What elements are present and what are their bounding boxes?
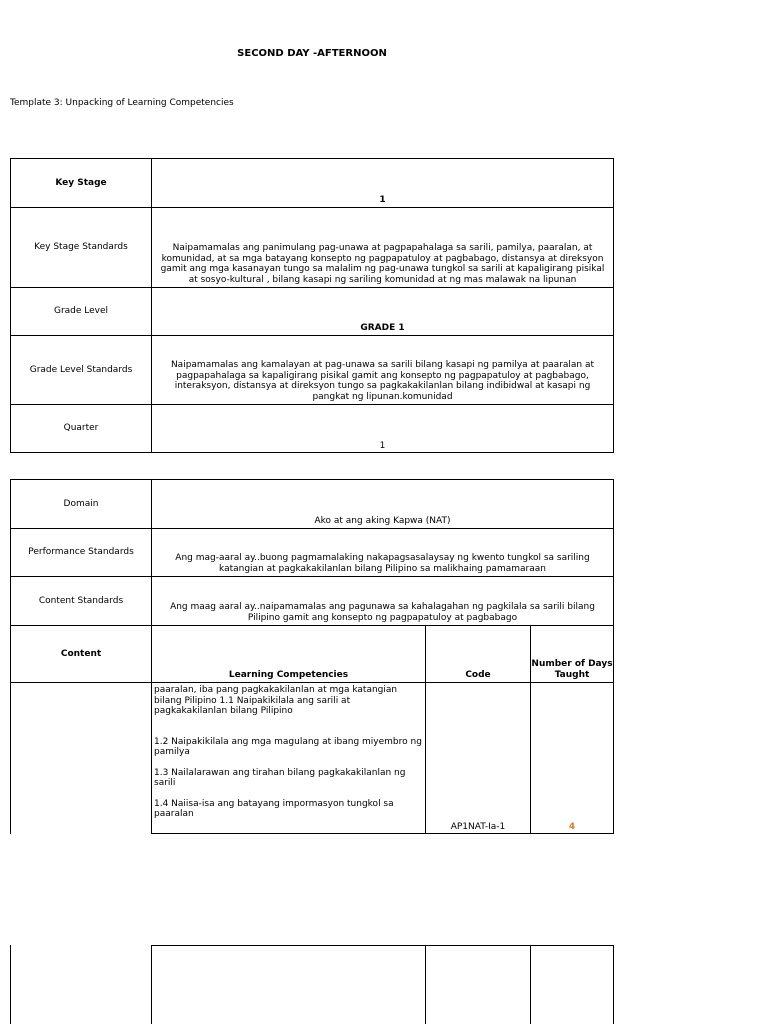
competency-item: 1.3 Nailalarawan ang tirahan bilang pagkakakilanlan ng sarili [154, 767, 406, 788]
continuation-left-border [10, 945, 11, 1024]
code-header: Code [425, 625, 531, 683]
continuation-top-border [151, 945, 614, 946]
continuation-divider [151, 945, 152, 1024]
grade-level-standards-value: Naipamamalas ang kamalayan at pag-unawa sa sarili bilang kasapi ng pamilya at paaralan at pagpapahalaga sa kapaligirang pisikal gamit ang konsepto ng pagpapatuloy at pagbabago, interaksyon, distansya at direksyon tungo sa pagkakakilanlan bilang indibidwal at kasapi ng pangkat ng lipunan.komunidad [151, 335, 614, 405]
domain-value-cell [151, 479, 614, 529]
template-subtitle: Template 3: Unpacking of Learning Competencies [10, 98, 234, 108]
content-standards-value: Ang maag aaral ay..naipamamalas ang pagunawa sa kahalagahan ng pagkilala sa sarili bilang Pilipino gamit ang konsepto ng pagpapatuloy at pagbabago [151, 576, 614, 626]
performance-standards-label: Performance Standards [10, 528, 152, 577]
code-cell [425, 682, 531, 834]
continuation-divider [425, 945, 426, 1024]
competency-list [154, 682, 424, 825]
quarter-value: 1 [379, 440, 386, 451]
competency-code: AP1NAT-Ia-1 [450, 821, 506, 832]
days-taught-value: 4 [568, 821, 576, 832]
content-cell-border [10, 682, 11, 834]
grade-level-standards-label: Grade Level Standards [10, 335, 152, 405]
key-stage-standards-label: Key Stage Standards [10, 207, 152, 288]
content-header: Content [10, 625, 152, 683]
competency-item: paaralan, iba pang pagkakakilanlan at mga katangian bilang Pilipino 1.1 Naipakikilala ang sarili at pagkakakilanlan bilang Pilipino [154, 685, 398, 716]
grade-level-label: Grade Level [10, 287, 152, 336]
days-cell [530, 682, 614, 834]
domain-value: Ako at ang aking Kapwa (NAT) [314, 515, 451, 526]
competency-item: 1.4 Naiisa-isa ang batayang impormasyon tungkol sa paaralan [154, 798, 394, 819]
quarter-value-cell [151, 404, 614, 453]
key-stage-label: Key Stage [10, 158, 152, 208]
grade-level-value: GRADE 1 [360, 322, 405, 333]
domain-label: Domain [10, 479, 152, 529]
continuation-divider [530, 945, 531, 1024]
competency-item: 1.2 Naipakikilala ang mga magulang at ibang miyembro ng pamilya [154, 736, 422, 757]
key-stage-value: 1 [379, 194, 386, 205]
page-title: SECOND DAY -AFTERNOON [237, 48, 387, 59]
key-stage-standards-value: Naipamamalas ang panimulang pag-unawa at pagpapahalaga sa sarili, pamilya, paaralan, at komunidad, at sa mga batayang konsepto ng pagpapatuloy at pagbabago, distansya at direksyon gamit ang mga kasanayan tungo sa malalim ng pag-unawa tungkol sa sarili at kapaligirang pisikal at sosyo-kultural , bilang kasapi ng sariling komunidad at ng mas malawak na lipunan [151, 207, 614, 288]
continuation-right-border [613, 945, 614, 1024]
days-taught-header: Number of Days Taught [530, 625, 614, 683]
learning-competencies-header: Learning Competencies [151, 625, 426, 683]
learning-competencies-cell [151, 682, 426, 834]
key-stage-value-cell [151, 158, 614, 208]
performance-standards-value: Ang mag-aaral ay..buong pagmamalaking nakapagsasalaysay ng kwento tungkol sa sariling katangian at pagkakakilanlan bilang Pilipino sa malikhaing pamamaraan [151, 528, 614, 577]
quarter-label: Quarter [10, 404, 152, 453]
grade-level-value-cell [151, 287, 614, 336]
content-standards-label: Content Standards [10, 576, 152, 626]
